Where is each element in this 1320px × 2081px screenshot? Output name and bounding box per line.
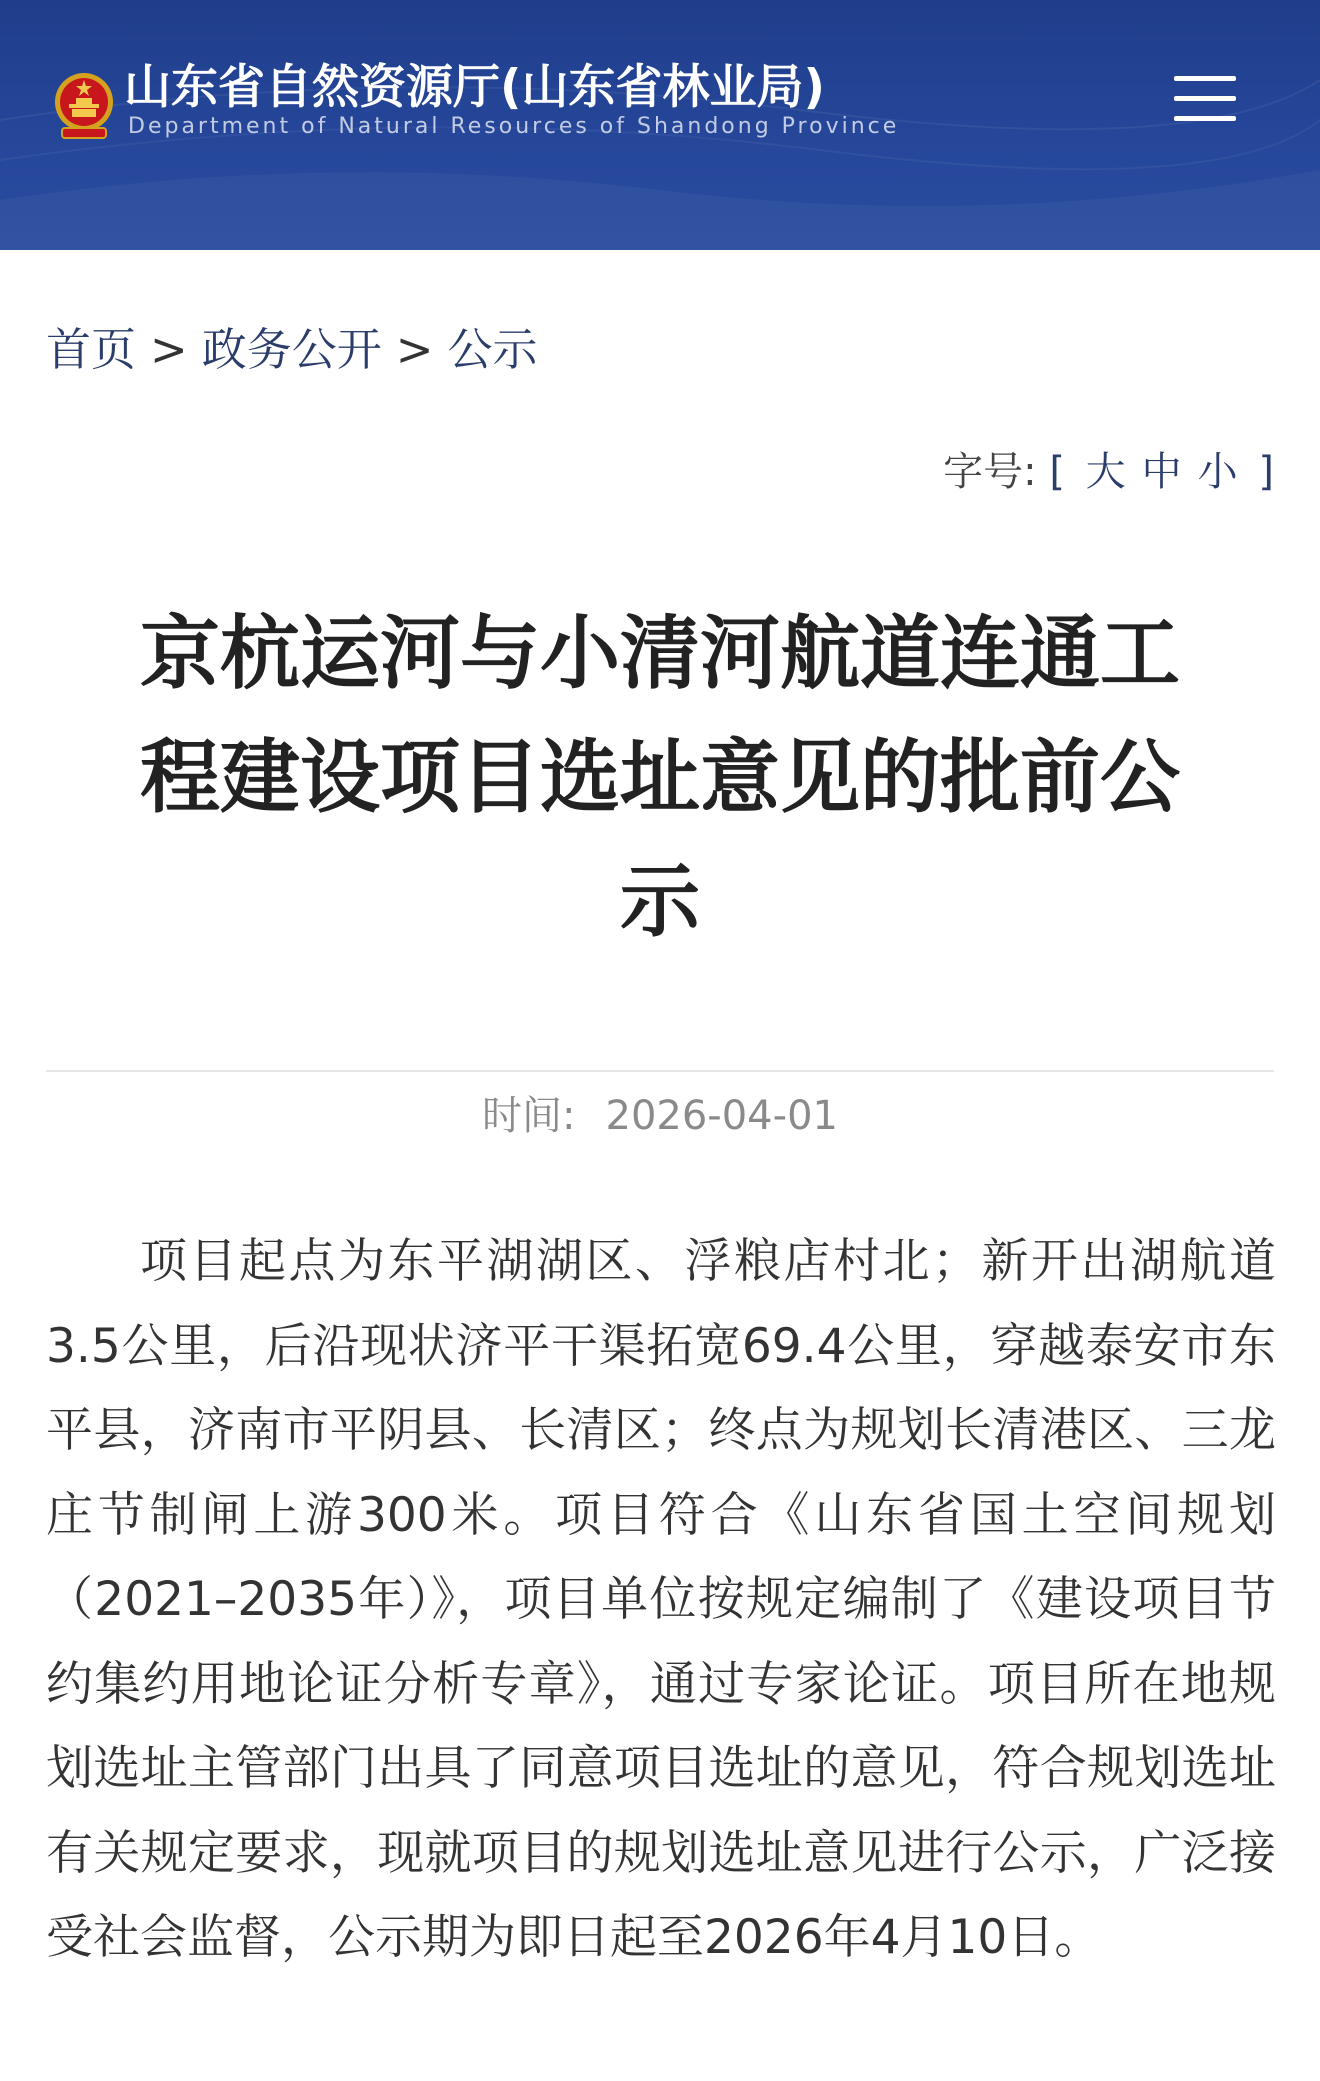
breadcrumb-separator: >	[395, 323, 434, 376]
time-label: 时间:	[482, 1093, 576, 1139]
divider	[46, 1070, 1274, 1072]
breadcrumb-home-link[interactable]: 首页	[46, 323, 137, 376]
publish-date: 2026-04-01	[605, 1093, 838, 1139]
menu-line	[1174, 96, 1236, 101]
breadcrumb-government-affairs-link[interactable]: 政务公开	[201, 323, 382, 376]
font-size-selector	[943, 446, 1274, 498]
font-size-large-option[interactable]: 大	[1085, 449, 1126, 495]
menu-line	[1174, 116, 1236, 121]
publish-time	[0, 1090, 1320, 1142]
site-subtitle: Department of Natural Resources of Shandong Province	[128, 114, 900, 139]
font-size-close-bracket: ]	[1258, 449, 1274, 495]
site-title[interactable]: 山东省自然资源厅(山东省林业局)	[124, 60, 825, 115]
article-body: 项目起点为东平湖湖区、浮粮店村北；新开出湖航道3.5公里，后沿现状济平干渠拓宽69.4公里，穿越泰安市东平县，济南市平阴县、长清区；终点为规划长清港区、三龙庄节制闸上游300米。项目符合《山东省国土空间规划（2021–2035年）》，项目单位按规定编制了《建设项目节约集约用地论证分析专章》，通过专家论证。项目所在地规划选址主管部门出具了同意项目选址的意见，符合规划选址有关规定要求，现就项目的规划选址意见进行公示，广泛接受社会监督，公示期为即日起至2026年4月10日。	[46, 1234, 1276, 1965]
font-size-small-option[interactable]: 小	[1197, 449, 1238, 495]
breadcrumb-separator: >	[150, 323, 188, 376]
article-title: 京杭运河与小清河航道连通工程建设项目选址意见的批前公示	[140, 607, 1180, 948]
breadcrumb-announcement-link[interactable]: 公示	[447, 323, 538, 376]
national-emblem-icon	[52, 70, 116, 142]
menu-line	[1174, 76, 1236, 81]
site-header	[0, 0, 1320, 250]
font-size-open-bracket: [	[1049, 449, 1065, 495]
font-size-label: 字号:	[943, 449, 1037, 495]
breadcrumb	[46, 322, 537, 378]
hamburger-menu-icon[interactable]	[1170, 74, 1240, 124]
font-size-medium-option[interactable]: 中	[1141, 449, 1182, 495]
